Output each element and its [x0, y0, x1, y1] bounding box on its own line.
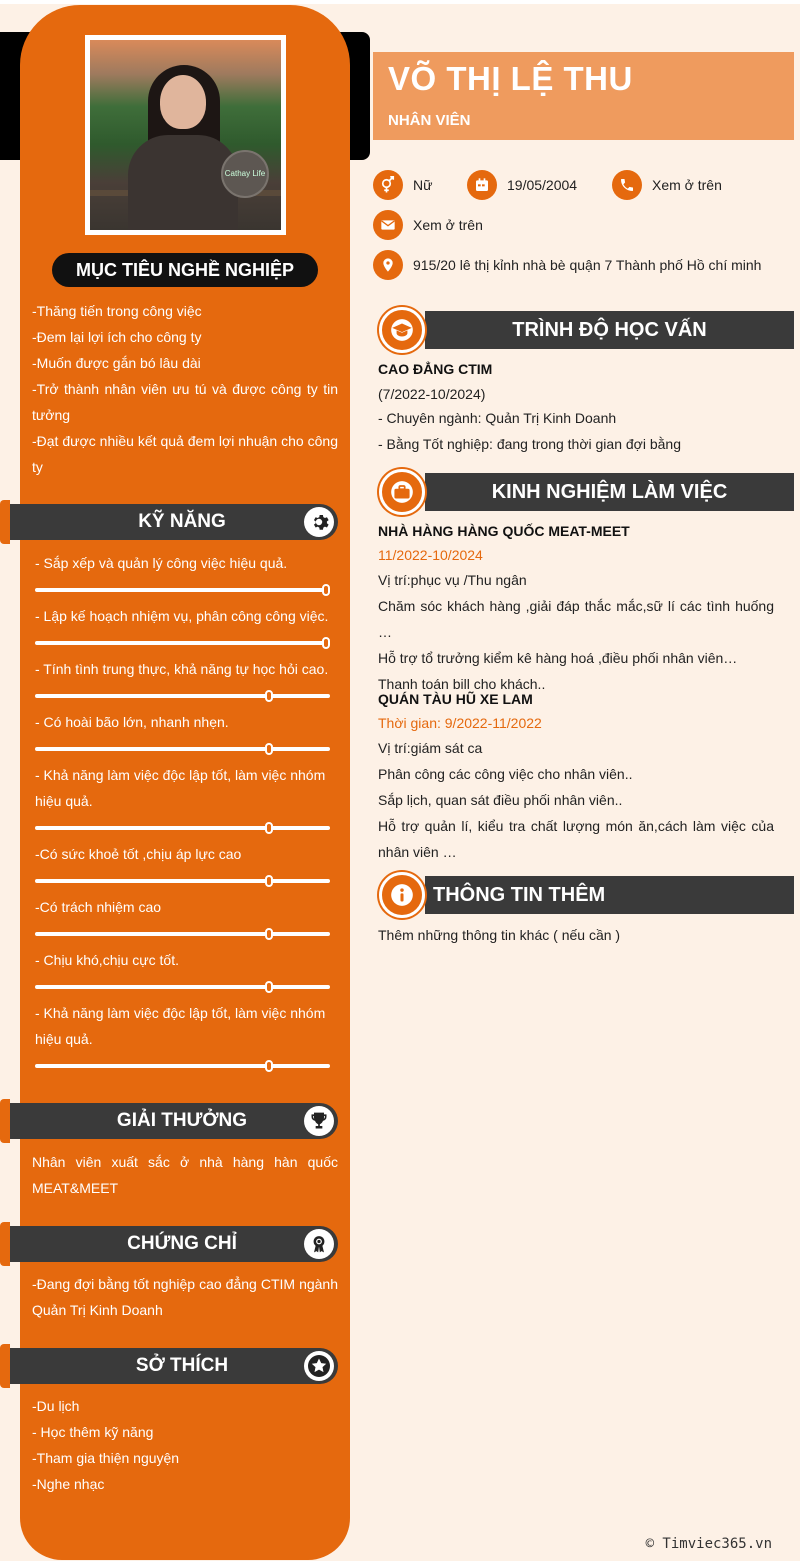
info-icon [379, 872, 425, 918]
hobby-item: -Tham gia thiện nguyện [32, 1450, 180, 1466]
education-school: CAO ĐẲNG CTIM [378, 361, 493, 377]
education-degree: - Bằng Tốt nghiệp: đang trong thời gian đợi bằng [378, 436, 681, 452]
skill-level-marker [322, 584, 330, 596]
certificates-header [10, 1226, 338, 1262]
skill-level-marker [265, 743, 273, 755]
job-details [378, 735, 774, 865]
hobbies-title: SỞ THÍCH [135, 1355, 229, 1376]
extra-text: Thêm những thông tin khác ( nếu cần ) [378, 927, 621, 943]
experience-title: KINH NGHIỆM LÀM VIỆC [491, 481, 728, 503]
dob-value: 19/05/2004 [507, 177, 578, 193]
contact-address [373, 250, 761, 280]
objective-list [32, 298, 338, 480]
job-title: NHÂN VIÊN [388, 112, 471, 129]
graduation-cap-icon [379, 307, 425, 353]
extra-title: THÔNG TIN THÊM [433, 884, 606, 906]
objective-line: -Đem lại lợi ích cho công ty [32, 329, 202, 345]
awards-text: Nhân viên xuất sắc ở nhà hàng hàn quốc MEAT&MEET [32, 1154, 338, 1196]
job-company: QUÁN TÀU HŨ XE LAM [378, 691, 533, 707]
location-icon [373, 250, 403, 280]
skill-level-marker [265, 875, 273, 887]
phone-icon [612, 170, 642, 200]
phone-value: Xem ở trên [652, 177, 722, 193]
gear-icon [304, 507, 334, 537]
experience-header [425, 473, 794, 511]
skill-level-bar [35, 985, 330, 989]
contact-email [373, 210, 483, 240]
objective-title: MỤC TIÊU NGHỀ NGHIỆP [52, 253, 318, 287]
hobbies-list [32, 1393, 179, 1497]
certificates-text: -Đang đợi bằng tốt nghiệp cao đẳng CTIM ngành Quản Trị Kinh Doanh [32, 1276, 338, 1318]
awards-title: GIẢI THƯỞNG [116, 1110, 248, 1131]
certificates-title: CHỨNG CHỈ [127, 1233, 237, 1254]
awards-header [10, 1103, 338, 1139]
job-period: 11/2022-10/2024 [378, 547, 483, 563]
skill-level-bar [35, 879, 330, 883]
skill-item [35, 1000, 335, 1068]
education-major: - Chuyên ngành: Quản Trị Kinh Doanh [378, 410, 617, 426]
skill-text: - Khả năng làm việc độc lập tốt, làm việc nhóm hiệu quả. [35, 767, 326, 809]
contact-dob [467, 170, 577, 200]
skill-item [35, 656, 335, 698]
skill-level-bar [35, 694, 330, 698]
education-period: (7/2022-10/2024) [378, 386, 486, 402]
contact-gender [373, 170, 432, 200]
skill-level-marker [265, 1060, 273, 1072]
skill-item [35, 709, 335, 751]
education-title: TRÌNH ĐỘ HỌC VẤN [512, 319, 707, 341]
skill-text: -Có sức khoẻ tốt ,chịu áp lực cao [35, 846, 242, 862]
hobby-item: -Nghe nhạc [32, 1476, 105, 1492]
job-line: Thanh toán bill cho khách.. [378, 676, 546, 692]
skill-level-marker [265, 981, 273, 993]
skill-text: - Khả năng làm việc độc lập tốt, làm việc nhóm hiệu quả. [35, 1005, 326, 1047]
objective-line: -Trở thành nhân viên ưu tú và được công ty tin tưởng [32, 381, 338, 423]
skill-text: -Có trách nhiệm cao [35, 899, 162, 915]
skills-header [10, 504, 338, 540]
job-line: Vị trí:phục vụ /Thu ngân [378, 572, 527, 588]
education-header [425, 311, 794, 349]
job-company: NHÀ HÀNG HÀNG QUỐC MEAT-MEET [378, 523, 630, 539]
skill-level-bar [35, 641, 330, 645]
job-line: Hỗ trợ quản lí, kiểu tra chất lượng món ăn,cách làm việc của nhân viên … [378, 818, 774, 860]
job-period: Thời gian: 9/2022-11/2022 [378, 715, 542, 731]
skill-level-marker [265, 928, 273, 940]
footer-credit: © Timviec365.vn [645, 1536, 772, 1552]
objective-line: -Thăng tiến trong công việc [32, 303, 202, 319]
hobby-item: - Học thêm kỹ năng [32, 1424, 154, 1440]
briefcase-icon [379, 469, 425, 515]
job-line: Vị trí:giám sát ca [378, 740, 483, 756]
full-name: VÕ THỊ LỆ THU [388, 60, 633, 97]
skill-item [35, 894, 335, 936]
hobbies-header [10, 1348, 338, 1384]
job-line: Phân công các công việc cho nhân viên.. [378, 766, 633, 782]
calendar-icon [467, 170, 497, 200]
job-details [378, 567, 774, 697]
star-icon [304, 1351, 334, 1381]
email-icon [373, 210, 403, 240]
avatar: Cathay Life [90, 40, 281, 230]
job-line: Chăm sóc khách hàng ,giải đáp thắc mắc,sữ lí các tình huống … [378, 598, 774, 640]
skill-item [35, 550, 335, 592]
skill-item [35, 947, 335, 989]
objective-line: -Đạt được nhiều kết quả đem lợi nhuận cho công ty [32, 433, 338, 475]
skill-level-marker [322, 637, 330, 649]
objective-line: -Muốn được gắn bó lâu dài [32, 355, 201, 371]
skill-level-bar [35, 826, 330, 830]
skill-level-bar [35, 932, 330, 936]
name-header [373, 52, 794, 140]
job-line: Sắp lịch, quan sát điều phối nhân viên.. [378, 792, 623, 808]
profile-photo [85, 35, 286, 235]
skill-level-bar [35, 1064, 330, 1068]
contact-phone [612, 170, 722, 200]
skill-text: - Chịu khó,chịu cực tốt. [35, 952, 179, 968]
address-value: 915/20 lê thị kỉnh nhà bè quận 7 Thành phố Hồ chí minh [413, 257, 762, 273]
gender-icon [373, 170, 403, 200]
extra-header [425, 876, 794, 914]
email-value: Xem ở trên [413, 217, 483, 233]
skill-item [35, 762, 335, 830]
skill-level-bar [35, 588, 330, 592]
skill-text: - Có hoài bão lớn, nhanh nhẹn. [35, 714, 229, 730]
hobby-item: -Du lịch [32, 1398, 80, 1414]
trophy-icon [304, 1106, 334, 1136]
skill-item [35, 841, 335, 883]
skill-item [35, 603, 335, 645]
skills-title: KỸ NĂNG [138, 511, 226, 532]
gender-value: Nữ [413, 177, 433, 193]
skill-text: - Sắp xếp và quản lý công việc hiệu quả. [35, 555, 288, 571]
skill-level-marker [265, 822, 273, 834]
skill-level-bar [35, 747, 330, 751]
skill-level-marker [265, 690, 273, 702]
skill-text: - Lập kế hoạch nhiệm vụ, phân công công việc. [35, 608, 329, 624]
medal-icon [304, 1229, 334, 1259]
skill-text: - Tính tình trung thực, khả năng tự học hỏi cao. [35, 661, 329, 677]
job-line: Hỗ trợ tổ trưởng kiểm kê hàng hoá ,điều phối nhân viên… [378, 650, 738, 666]
